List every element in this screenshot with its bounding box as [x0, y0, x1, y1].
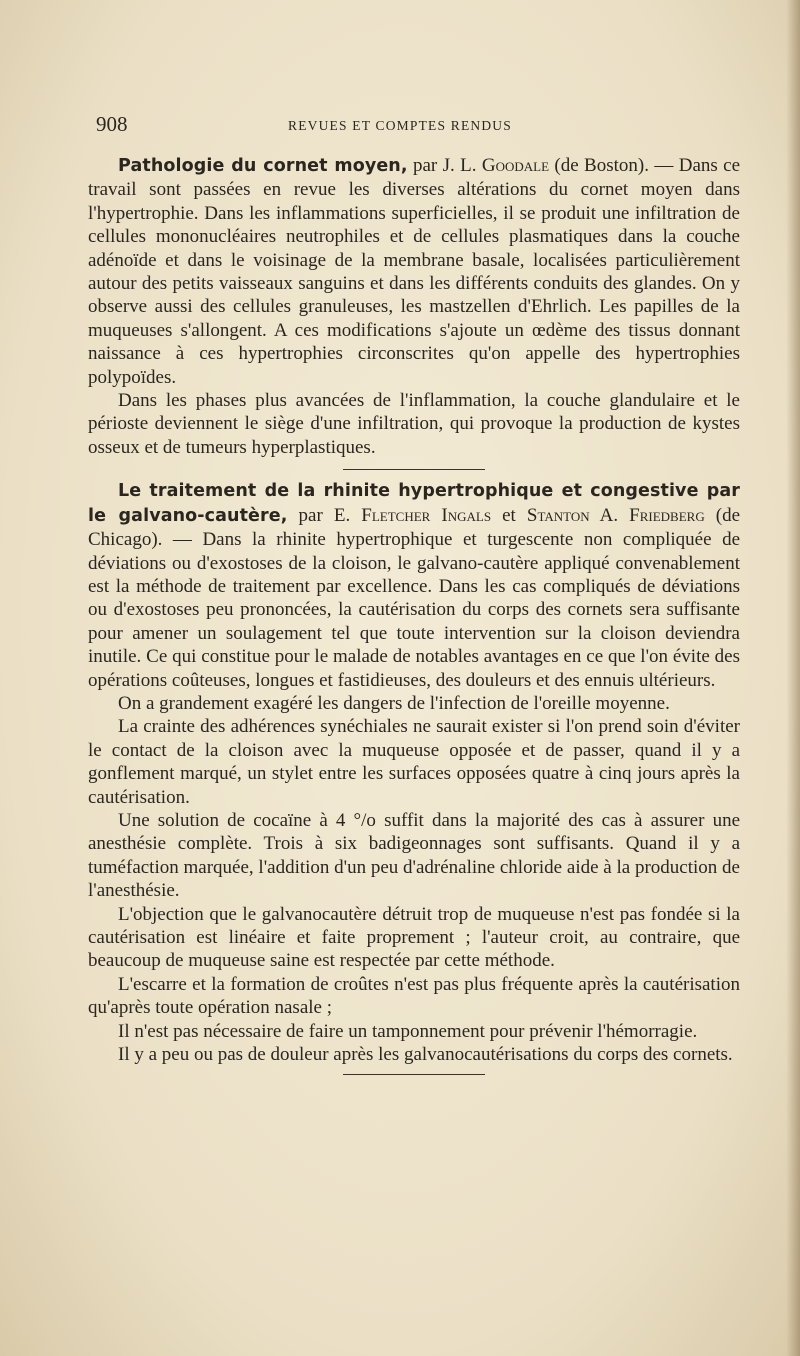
article2-paragraph-2: On a grandement exagéré les dangers de l'infection de l'oreille moyenne.: [118, 692, 670, 714]
article2-author-2: Stanton A. Friedberg: [526, 504, 705, 526]
article1-origin: (de Boston). —: [554, 155, 674, 176]
article2-by: par: [298, 504, 323, 526]
article2-paragraph-1: Dans la rhinite hypertrophique et turgescente non compliquée de déviations ou d'exostoses de la cloison, le galvano-cautère appliqué convenablement est la méthode de traitement par excellence. Dans les cas compliqués de déviations ou d'exostoses peu prononcées, la cautérisation du corps des cornets sera suffisante pour amener un soulagement tel que toute intervention sur la cloison deviendra inutile. Ce qui constitue pour le malade de notables avantages en ce que l'on évite des opérations coûteuses, longues et fastidieuses, des douleurs et des ennuis ultérieurs.: [88, 529, 740, 691]
article2-paragraph-6: L'escarre et la formation de croûtes n'est pas plus fréquente après la cautérisation qu'après toute opération nasale ;: [88, 973, 740, 1019]
article1-by: par J. L.: [413, 155, 477, 176]
article2-paragraph-4: Une solution de cocaïne à 4 °/o suffit dans la majorité des cas à assurer une anesthésie complète. Trois à six badigeonnages sont suffisants. Quand il y a tuméfaction marquée, l'addition d'un peu d'adrénaline chloride aide à la production de l'anesthésie.: [88, 809, 740, 902]
article2-paragraph-8: Il y a peu ou pas de douleur après les galvanocautérisations du corps des cornets.: [118, 1044, 733, 1066]
page-edge-shadow: [786, 0, 800, 1356]
page-number: 908: [96, 112, 128, 136]
section-divider: [343, 469, 485, 470]
article1-author: Goodale: [481, 155, 550, 176]
article1-first-paragraph: [88, 154, 740, 389]
article1-title: Pathologie du cornet moyen,: [118, 156, 408, 176]
page-header: [96, 112, 740, 142]
article2-paragraph-7: Il n'est pas nécessaire de faire un tamponnement pour prévenir l'hémorragie.: [118, 1020, 698, 1042]
article2-first-paragraph: [88, 479, 740, 692]
article2-title: Le traitement de la rhinite hypertrophique et congestive par le galvano-cautère,: [88, 481, 740, 526]
article2-author-1: E. Fletcher Ingals: [333, 504, 492, 526]
body-text: [88, 154, 740, 1084]
article2-origin: (de Chicago). —: [88, 504, 741, 551]
article2-paragraph-5: L'objection que le galvanocautère détruit trop de muqueuse n'est pas fondée si la cautérisation est linéaire et faite proprement ; l'auteur croit, au contraire, que beaucoup de muqueuse saine est respectée par cette méthode.: [88, 903, 740, 972]
article1-paragraph-2: Dans les phases plus avancées de l'inflammation, la couche glandulaire et le périoste deviennent le siège d'une infiltration, qui provoque la production de kystes osseux et de tumeurs hyperplastiques.: [88, 390, 740, 458]
article2-and: et: [502, 504, 516, 526]
running-head: REVUES ET COMPTES RENDUS: [288, 118, 512, 133]
end-divider: [343, 1074, 485, 1075]
article2-paragraph-3: La crainte des adhérences synéchiales ne saurait exister si l'on prend soin d'éviter le contact de la cloison avec la muqueuse opposée et de passer, quand il y a gonflement marqué, un stylet entre les surfaces opposées quatre à cinq jours après la cautérisation.: [88, 716, 740, 808]
article1-paragraph-1: Dans ce travail sont passées en revue les diverses altérations du cornet moyen dans l'hypertrophie. Dans les inflammations superficielles, il se produit une infiltration de cellules mononucléaires neutrophiles et de cellules plasmatiques dans la couche adénoïde et dans le voisinage de la membrane basale, localisées particulièrement autour des petits vaisseaux sanguins et dans les différents conduits des glandes. On y observe aussi des cellules granuleuses, les mastzellen d'Ehrlich. Les papilles de la muqueuses s'allongent. A ces modifications s'ajoute un œdème des tissus donnant naissance à ces hypertrophies circonscrites qu'on appelle des hypertrophies polypoïdes.: [88, 155, 741, 388]
